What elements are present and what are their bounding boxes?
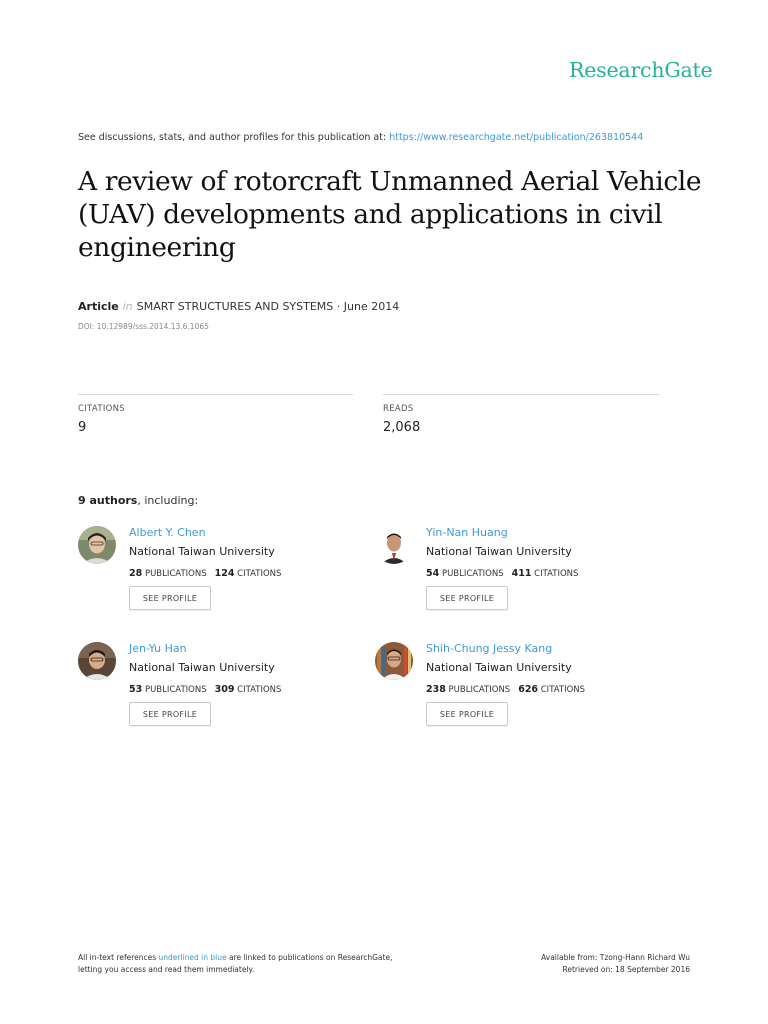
citations-count: 411: [511, 568, 532, 579]
author-avatar[interactable]: [375, 526, 413, 564]
publication-type: Article: [78, 300, 119, 313]
author-name[interactable]: Albert Y. Chen: [129, 526, 206, 539]
author-card: [375, 526, 655, 636]
authors-suffix: , including:: [137, 494, 199, 507]
authors-heading: [78, 494, 198, 507]
author-avatar[interactable]: [78, 526, 116, 564]
author-stats: [129, 568, 281, 579]
citations-label: CITATIONS: [237, 685, 282, 695]
discussion-line: [78, 132, 643, 143]
journal-and-date: SMART STRUCTURES AND SYSTEMS · June 2014: [136, 300, 400, 313]
publications-count: 53: [129, 684, 143, 695]
doi: DOI: 10.12989/sss.2014.13.6.1065: [78, 322, 209, 331]
title-line: A review of rotorcraft Unmanned Aerial Vehicle: [78, 166, 702, 197]
footer-text: All in-text references: [78, 953, 159, 962]
reads-divider: [383, 394, 660, 395]
author-institution: National Taiwan University: [129, 545, 275, 558]
title-line: engineering: [78, 232, 236, 263]
footer-line: [78, 952, 392, 964]
reads-count: 2,068: [383, 420, 421, 435]
footer-text: are linked to publications on ResearchGate,: [226, 953, 393, 962]
author-institution: National Taiwan University: [426, 545, 572, 558]
title-line: (UAV) developments and applications in civil: [78, 199, 663, 230]
author-avatar[interactable]: [78, 642, 116, 680]
citations-count: 626: [518, 684, 539, 695]
author-card: [78, 526, 358, 636]
footer-availability: [541, 952, 690, 976]
discussion-text: See discussions, stats, and author profiles for this publication at:: [78, 132, 390, 143]
citations-label: CITATIONS: [78, 404, 125, 414]
author-name[interactable]: Jen-Yu Han: [129, 642, 187, 655]
citations-count: 124: [214, 568, 235, 579]
author-stats: [129, 684, 281, 695]
publications-count: 54: [426, 568, 440, 579]
citations-label: CITATIONS: [237, 569, 282, 579]
in-label: in: [122, 300, 133, 313]
publication-title: [78, 165, 728, 264]
reads-label: READS: [383, 404, 414, 414]
see-profile-button[interactable]: SEE PROFILE: [129, 702, 211, 726]
publication-meta: [78, 300, 399, 313]
see-profile-button[interactable]: SEE PROFILE: [426, 702, 508, 726]
author-stats: [426, 684, 585, 695]
publications-label: PUBLICATIONS: [448, 685, 511, 695]
underlined-in-blue-text: underlined in blue: [158, 953, 227, 962]
see-profile-button[interactable]: SEE PROFILE: [129, 586, 211, 610]
author-institution: National Taiwan University: [129, 661, 275, 674]
author-avatar[interactable]: [375, 642, 413, 680]
available-from: Available from: Tzong-Hann Richard Wu: [541, 953, 690, 962]
citations-label: CITATIONS: [534, 569, 579, 579]
footer-references-note: [78, 952, 392, 976]
publications-label: PUBLICATIONS: [144, 685, 207, 695]
citations-divider: [78, 394, 353, 395]
author-institution: National Taiwan University: [426, 661, 572, 674]
publications-count: 238: [426, 684, 446, 695]
author-card: [375, 642, 655, 752]
authors-count: 9 authors: [78, 494, 138, 507]
publications-count: 28: [129, 568, 143, 579]
publications-label: PUBLICATIONS: [441, 569, 504, 579]
author-card: [78, 642, 358, 752]
author-name[interactable]: Shih-Chung Jessy Kang: [426, 642, 553, 655]
retrieved-on: Retrieved on: 18 September 2016: [562, 965, 690, 974]
author-stats: [426, 568, 578, 579]
publications-label: PUBLICATIONS: [144, 569, 207, 579]
citations-label: CITATIONS: [540, 685, 586, 695]
author-name[interactable]: Yin-Nan Huang: [426, 526, 508, 539]
see-profile-button[interactable]: SEE PROFILE: [426, 586, 508, 610]
publication-link[interactable]: https://www.researchgate.net/publication/263810544: [389, 132, 644, 143]
researchgate-logo[interactable]: ResearchGate: [569, 58, 713, 82]
footer-line: letting you access and read them immediately.: [78, 965, 255, 974]
citations-count: 309: [214, 684, 235, 695]
citations-count: 9: [78, 420, 87, 435]
